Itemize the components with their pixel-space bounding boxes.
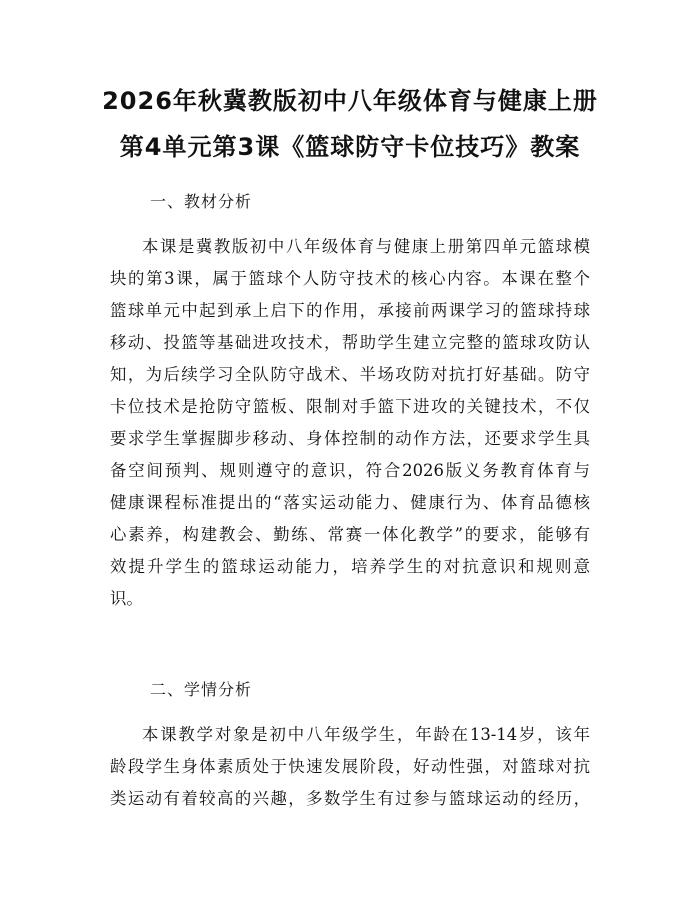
paragraph-student-analysis (110, 725, 590, 821)
paragraph-line: 移动、投篮等基础进攻技术，帮助学生建立完整的篮球攻防认 (110, 333, 590, 352)
paragraph-line: 龄段学生身体素质处于快速发展阶段，好动性强，对篮球对抗 (110, 757, 590, 776)
paragraph-line: 本课教学对象是初中八年级学生，年龄在13-14岁，该年 (142, 725, 590, 744)
paragraph-line: 效提升学生的篮球运动能力，培养学生的对抗意识和规则意 (110, 557, 590, 576)
paragraph-line: 心素养，构建教会、勤练、常赛一体化教学”的要求，能够有 (110, 525, 590, 544)
paragraph-textbook-analysis (110, 237, 590, 621)
document-title-line-1: 2026年秋冀教版初中八年级体育与健康上册 (102, 87, 598, 115)
document-title-line-2: 第4单元第3课《篮球防守卡位技巧》教案 (119, 133, 581, 161)
paragraph-line: 备空间预判、规则遵守的意识，符合2026版义务教育体育与 (110, 461, 590, 480)
paragraph-line: 要求学生掌握脚步移动、身体控制的动作方法，还要求学生具 (110, 429, 590, 448)
section-heading-textbook-analysis: 一、教材分析 (150, 192, 253, 211)
paragraph-line: 识。 (110, 589, 143, 608)
paragraph-line: 本课是冀教版初中八年级体育与健康上册第四单元篮球模 (142, 237, 590, 256)
paragraph-line: 健康课程标准提出的“落实运动能力、健康行为、体育品德核 (110, 493, 590, 512)
paragraph-line: 块的第3课，属于篮球个人防守技术的核心内容。本课在整个 (110, 269, 590, 288)
paragraph-line: 类运动有着较高的兴趣，多数学生有过参与篮球运动的经历， (110, 789, 590, 808)
section-heading-student-analysis: 二、学情分析 (150, 680, 253, 699)
paragraph-line: 篮球单元中起到承上启下的作用，承接前两课学习的篮球持球 (110, 301, 590, 320)
paragraph-line: 知，为后续学习全队防守战术、半场攻防对抗打好基础。防守 (110, 365, 590, 384)
paragraph-line: 卡位技术是抢防守篮板、限制对手篮下进攻的关键技术，不仅 (110, 397, 590, 416)
